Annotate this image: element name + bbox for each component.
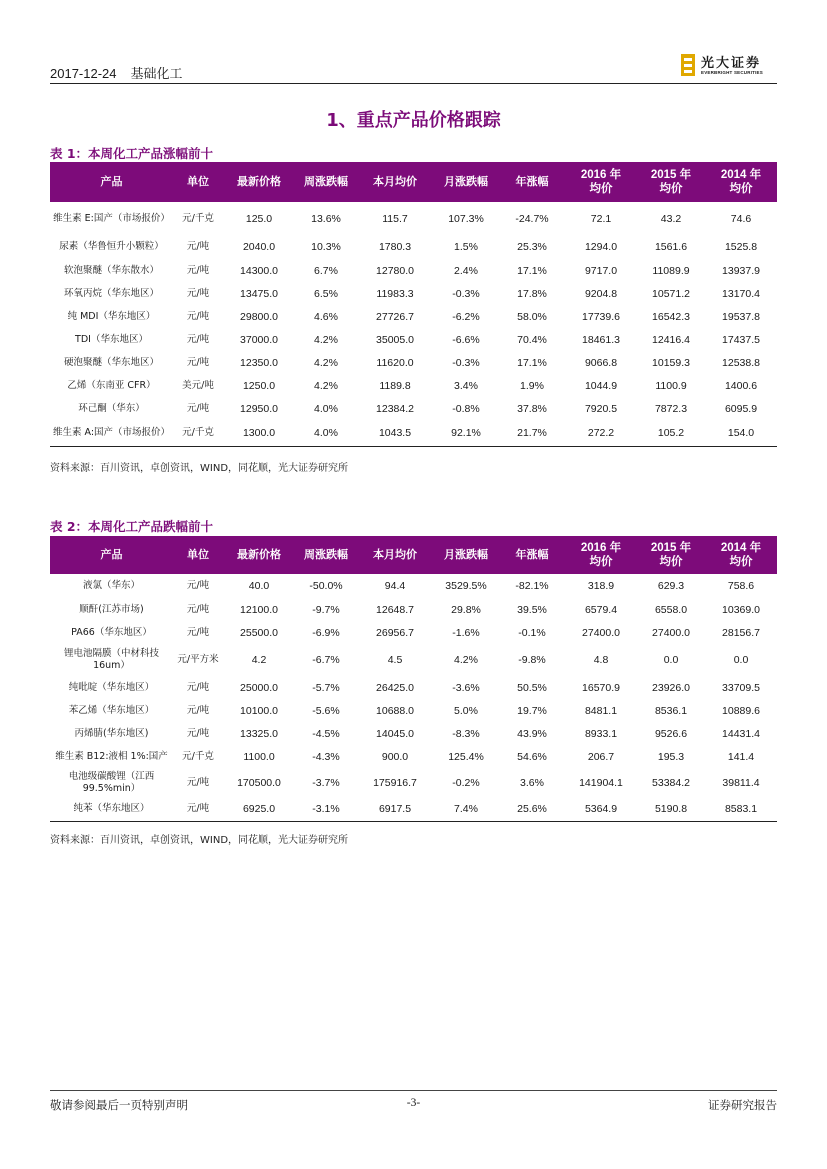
unit-cell: 元/吨	[186, 264, 210, 276]
table1-col-header: 周涨跌幅	[295, 162, 357, 202]
value-cell: 6925.0	[223, 798, 295, 821]
value-cell: 21.7%	[499, 420, 565, 446]
value-cell: -6.2%	[452, 310, 480, 323]
value-cell: 29800.0	[240, 310, 278, 323]
value-cell: -5.7%	[312, 681, 340, 694]
unit-cell: 元/千克	[182, 750, 214, 762]
value-cell: -0.2%	[452, 777, 480, 789]
value-cell: 26956.7	[376, 626, 414, 639]
value-cell: 8536.1	[654, 704, 688, 717]
table-row	[50, 374, 777, 397]
table2-caption: 表 2：本周化工产品跌幅前十	[50, 519, 214, 534]
value-cell: 7.4%	[433, 798, 499, 821]
value-cell: 4.2%	[314, 379, 338, 392]
value-cell: 6.5%	[314, 287, 338, 300]
table-row	[50, 397, 777, 420]
value-cell: 72.1	[590, 212, 612, 225]
value-cell: 12350.0	[240, 356, 278, 369]
table1-header-row	[50, 162, 777, 202]
value-cell: 18461.3	[582, 333, 620, 346]
value-cell: 14045.0	[376, 727, 414, 740]
table2-col-header: 产品	[50, 536, 173, 574]
value-cell: 28156.7	[722, 626, 760, 639]
table-row	[50, 235, 777, 259]
product-name-cell: 纯吡啶（华东地区）	[68, 681, 155, 693]
product-name-cell: TDI（华东地区）	[75, 333, 148, 345]
value-cell: 12950.0	[240, 402, 278, 415]
value-cell: 70.4%	[517, 333, 547, 346]
value-cell: 4.2%	[314, 356, 338, 369]
value-cell: 4.8	[593, 654, 609, 666]
value-cell: 12384.2	[376, 402, 414, 415]
value-cell: 92.1%	[433, 420, 499, 446]
value-cell: 13937.9	[722, 264, 760, 277]
value-cell: 107.3%	[448, 212, 484, 225]
value-cell: 1.9%	[520, 379, 544, 392]
value-cell: 10369.0	[722, 603, 760, 616]
value-cell: -82.1%	[515, 580, 549, 592]
value-cell: 141904.1	[579, 777, 623, 789]
product-name-cell: 维生素 E:国产（市场报价）	[53, 212, 170, 224]
report-date: 2017-12-24	[50, 66, 117, 81]
unit-cell: 元/吨	[186, 681, 210, 693]
table2-col-header: 2015 年 均价	[637, 536, 705, 574]
footer-report-type: 证券研究报告	[708, 1098, 777, 1112]
logo-mark-icon	[681, 54, 695, 76]
table2-col-header: 单位	[173, 536, 223, 574]
table-row	[50, 202, 777, 235]
page-header	[50, 58, 777, 84]
table-row	[50, 699, 777, 722]
unit-cell: 元/吨	[186, 333, 210, 345]
value-cell: 1561.6	[654, 241, 688, 253]
value-cell: 39.5%	[517, 603, 547, 616]
value-cell: 13325.0	[240, 727, 278, 740]
value-cell: 3529.5%	[445, 580, 487, 592]
value-cell: 318.9	[587, 580, 615, 592]
table2-col-header: 最新价格	[223, 536, 295, 574]
value-cell: 17739.6	[582, 310, 620, 323]
value-cell: 14431.4	[722, 727, 760, 740]
value-cell: 27400.0	[582, 626, 620, 639]
value-cell: 4.0%	[314, 402, 338, 415]
product-name-cell: 锂电池隔膜（中材科技 16um）	[63, 648, 159, 671]
value-cell: -24.7%	[515, 212, 549, 225]
value-cell: 9066.8	[584, 356, 618, 369]
unit-cell: 元/吨	[186, 626, 210, 638]
value-cell: -1.6%	[452, 626, 480, 639]
value-cell: 8583.1	[705, 798, 777, 821]
product-name-cell: 尿素（华鲁恒升小颗粒）	[59, 241, 164, 252]
value-cell: 1780.3	[378, 241, 412, 253]
value-cell: 17.1%	[517, 264, 547, 277]
value-cell: 1100.9	[655, 379, 687, 392]
value-cell: 1044.9	[584, 379, 618, 392]
unit-cell: 美元/吨	[182, 379, 214, 391]
table1-col-header: 最新价格	[223, 162, 295, 202]
product-name-cell: 软泡聚醚（华东散水）	[63, 264, 159, 276]
value-cell: 9526.6	[654, 727, 688, 740]
unit-cell: 元/吨	[186, 287, 210, 299]
value-cell: 170500.0	[237, 777, 281, 789]
footer-disclaimer: 敬请参阅最后一页特别声明	[50, 1098, 188, 1112]
value-cell: 94.4	[384, 580, 406, 592]
value-cell: 758.6	[727, 580, 755, 592]
value-cell: -4.3%	[312, 750, 340, 763]
product-name-cell: PA66（华东地区）	[71, 626, 152, 638]
value-cell: 272.2	[565, 420, 637, 446]
value-cell: 17.8%	[517, 287, 547, 300]
logo-cn-text: 光大证券	[701, 56, 762, 71]
unit-cell: 元/吨	[186, 704, 210, 716]
value-cell: -0.3%	[452, 287, 480, 300]
table2-col-header: 2014 年 均价	[705, 536, 777, 574]
everbright-logo	[681, 52, 777, 80]
value-cell: 12780.0	[376, 264, 414, 277]
table-row	[50, 745, 777, 768]
value-cell: 27726.7	[376, 310, 414, 323]
value-cell: 13170.4	[722, 287, 760, 300]
value-cell: -3.6%	[452, 681, 480, 694]
unit-cell: 元/吨	[186, 310, 210, 322]
value-cell: 6579.4	[584, 603, 618, 616]
value-cell: -3.7%	[312, 777, 340, 789]
value-cell: 2.4%	[454, 264, 478, 277]
value-cell: 125.0	[245, 212, 273, 225]
value-cell: 33709.5	[722, 681, 760, 694]
value-cell: 27400.0	[652, 626, 690, 639]
value-cell: 10688.0	[376, 704, 414, 717]
value-cell: 12538.8	[722, 356, 760, 369]
value-cell: 154.0	[705, 420, 777, 446]
value-cell: 9204.8	[584, 287, 618, 300]
value-cell: -8.3%	[452, 727, 480, 740]
table-row	[50, 259, 777, 282]
product-name-cell: 丙烯腈(华东地区)	[74, 727, 149, 739]
value-cell: 7872.3	[654, 402, 688, 415]
table-row	[50, 676, 777, 699]
value-cell: 9717.0	[584, 264, 618, 277]
value-cell: 50.5%	[517, 681, 547, 694]
value-cell: 5.0%	[454, 704, 478, 717]
value-cell: 900.0	[381, 750, 409, 763]
value-cell: 29.8%	[451, 603, 481, 616]
unit-cell: 元/吨	[173, 798, 223, 821]
value-cell: 13475.0	[240, 287, 278, 300]
value-cell: 1.5%	[454, 241, 478, 253]
table1-col-header: 本月均价	[357, 162, 433, 202]
table2-source: 资料来源：百川资讯，卓创资讯，WIND，同花顺，光大证券研究所	[50, 835, 349, 846]
value-cell: 141.4	[727, 750, 755, 763]
table1-source: 资料来源：百川资讯，卓创资讯，WIND，同花顺，光大证券研究所	[50, 463, 349, 474]
table-row	[50, 328, 777, 351]
value-cell: 5364.9	[565, 798, 637, 821]
table-row	[50, 621, 777, 644]
value-cell: 195.3	[657, 750, 685, 763]
unit-cell: 元/千克	[182, 212, 214, 224]
value-cell: 10.3%	[311, 241, 341, 253]
value-cell: -4.5%	[312, 727, 340, 740]
table1-caption: 表 1：本周化工产品涨幅前十	[50, 146, 214, 161]
product-name-cell: 纯 MDI（华东地区）	[67, 310, 156, 322]
unit-cell: 元/吨	[186, 603, 210, 615]
value-cell: 1100.0	[243, 750, 275, 763]
value-cell: -50.0%	[309, 580, 343, 592]
value-cell: 17.1%	[517, 356, 547, 369]
product-name-cell: 维生素 A:国产（市场报价）	[50, 420, 173, 446]
table2-col-header: 2016 年 均价	[565, 536, 637, 574]
value-cell: 115.7	[382, 212, 408, 225]
value-cell: 37000.0	[240, 333, 278, 346]
value-cell: 8481.1	[584, 704, 618, 717]
table1-col-header: 产品	[50, 162, 173, 202]
value-cell: 6558.0	[654, 603, 688, 616]
table-row	[50, 574, 777, 598]
value-cell: 1400.6	[724, 379, 758, 392]
value-cell: 1294.0	[584, 241, 618, 253]
value-cell: 43.2	[660, 212, 682, 225]
table2-header-row	[50, 536, 777, 574]
product-name-cell: 维生素 B12:液相 1%:国产	[55, 750, 168, 762]
value-cell: 175916.7	[373, 777, 417, 789]
page-number: -3-	[406, 1097, 421, 1109]
value-cell: 17437.5	[722, 333, 760, 346]
value-cell: -0.3%	[452, 356, 480, 369]
value-cell: 0.0	[663, 654, 679, 666]
unit-cell: 元/千克	[173, 420, 223, 446]
value-cell: 4.5	[387, 654, 403, 666]
value-cell: 1189.8	[379, 379, 411, 392]
table-row	[50, 768, 777, 798]
value-cell: 19.7%	[517, 704, 547, 717]
table-row	[50, 722, 777, 745]
value-cell: 39811.4	[722, 777, 760, 789]
table1-col-header: 2014 年 均价	[705, 162, 777, 202]
value-cell: -5.6%	[312, 704, 340, 717]
value-cell: -6.6%	[452, 333, 480, 346]
table1-col-header: 2016 年 均价	[565, 162, 637, 202]
unit-cell: 元/吨	[186, 356, 210, 368]
value-cell: 1300.0	[223, 420, 295, 446]
unit-cell: 元/吨	[186, 727, 210, 739]
value-cell: 4.0%	[295, 420, 357, 446]
value-cell: 25000.0	[240, 681, 278, 694]
table2	[50, 536, 777, 822]
value-cell: 12416.4	[652, 333, 690, 346]
table1-col-header: 单位	[173, 162, 223, 202]
value-cell: 74.6	[730, 212, 752, 225]
product-name-cell: 环氧丙烷（华东地区）	[63, 287, 159, 299]
value-cell: 3.6%	[520, 777, 544, 789]
value-cell: 1043.5	[357, 420, 433, 446]
value-cell: 43.9%	[517, 727, 547, 740]
section-title: 1、重点产品价格跟踪	[326, 110, 501, 131]
value-cell: 37.8%	[517, 402, 547, 415]
table-row	[50, 351, 777, 374]
value-cell: 629.3	[657, 580, 685, 592]
value-cell: 54.6%	[517, 750, 547, 763]
table2-col-header: 月涨跌幅	[433, 536, 499, 574]
header-left	[50, 63, 183, 82]
product-name-cell: 液氯（华东）	[82, 580, 140, 591]
logo-en-text: EVERBRIGHT SECURITIES	[701, 70, 763, 75]
value-cell: 6917.5	[357, 798, 433, 821]
table2-col-header: 年涨幅	[499, 536, 565, 574]
value-cell: 10571.2	[652, 287, 690, 300]
value-cell: 10889.6	[722, 704, 760, 717]
value-cell: -0.8%	[452, 402, 480, 415]
value-cell: 25.6%	[499, 798, 565, 821]
report-category: 基础化工	[130, 67, 183, 82]
value-cell: 4.2%	[314, 333, 338, 346]
table-row	[50, 598, 777, 621]
value-cell: 4.2	[251, 654, 267, 666]
value-cell: 11620.0	[376, 356, 414, 369]
value-cell: 16542.3	[652, 310, 690, 323]
value-cell: 35005.0	[376, 333, 414, 346]
value-cell: 10159.3	[652, 356, 690, 369]
value-cell: 4.6%	[314, 310, 338, 323]
table-row	[50, 798, 777, 821]
value-cell: 19537.8	[722, 310, 760, 323]
value-cell: 6.7%	[314, 264, 338, 277]
value-cell: 1525.8	[724, 241, 758, 253]
product-name-cell: 硬泡聚醚（华东地区）	[63, 356, 159, 368]
table1-col-header: 月涨跌幅	[433, 162, 499, 202]
table-row	[50, 305, 777, 328]
value-cell: 6095.9	[724, 402, 758, 415]
value-cell: 11089.9	[652, 264, 690, 277]
unit-cell: 元/吨	[186, 402, 210, 414]
value-cell: 16570.9	[582, 681, 620, 694]
value-cell: 23926.0	[652, 681, 690, 694]
value-cell: 13.6%	[311, 212, 341, 225]
product-name-cell: 环己酮（华东）	[78, 402, 145, 414]
value-cell: -9.7%	[312, 603, 340, 616]
value-cell: 8933.1	[584, 727, 618, 740]
value-cell: -6.9%	[312, 626, 340, 639]
table-row	[50, 282, 777, 305]
page-footer	[50, 1090, 777, 1118]
table2-col-header: 周涨跌幅	[295, 536, 357, 574]
product-name-cell: 纯苯（华东地区）	[50, 798, 173, 821]
value-cell: -3.1%	[295, 798, 357, 821]
value-cell: 1250.0	[242, 379, 276, 392]
table1-col-header: 2015 年 均价	[637, 162, 705, 202]
value-cell: 40.0	[248, 580, 270, 592]
product-name-cell: 电池级碳酸锂（江西 99.5%min）	[68, 771, 155, 794]
value-cell: 2040.0	[242, 241, 276, 253]
product-name-cell: 苯乙烯（华东地区）	[68, 704, 155, 716]
value-cell: 7920.5	[584, 402, 618, 415]
product-name-cell: 乙烯（东南亚 CFR）	[67, 379, 156, 391]
value-cell: 11983.3	[376, 287, 414, 300]
value-cell: 26425.0	[376, 681, 414, 694]
table1	[50, 162, 777, 447]
value-cell: 25.3%	[517, 241, 547, 253]
value-cell: 12648.7	[376, 603, 414, 616]
value-cell: 25500.0	[240, 626, 278, 639]
value-cell: 0.0	[733, 654, 749, 666]
unit-cell: 元/平方米	[177, 654, 219, 665]
table-row	[50, 420, 777, 446]
value-cell: 206.7	[587, 750, 615, 763]
unit-cell: 元/吨	[186, 241, 210, 252]
value-cell: 3.4%	[454, 379, 478, 392]
value-cell: 14300.0	[240, 264, 278, 277]
table1-col-header: 年涨幅	[499, 162, 565, 202]
value-cell: 4.2%	[454, 654, 478, 666]
value-cell: -0.1%	[518, 626, 546, 639]
value-cell: 105.2	[637, 420, 705, 446]
value-cell: 5190.8	[637, 798, 705, 821]
table2-col-header: 本月均价	[357, 536, 433, 574]
table-row	[50, 644, 777, 676]
unit-cell: 元/吨	[186, 777, 210, 788]
value-cell: 58.0%	[517, 310, 547, 323]
value-cell: 125.4%	[448, 750, 484, 763]
unit-cell: 元/吨	[186, 580, 210, 591]
value-cell: -6.7%	[312, 654, 340, 666]
value-cell: 12100.0	[240, 603, 278, 616]
value-cell: -9.8%	[518, 654, 546, 666]
product-name-cell: 顺酐(江苏市场)	[79, 603, 144, 615]
value-cell: 10100.0	[240, 704, 278, 717]
value-cell: 53384.2	[652, 777, 690, 789]
